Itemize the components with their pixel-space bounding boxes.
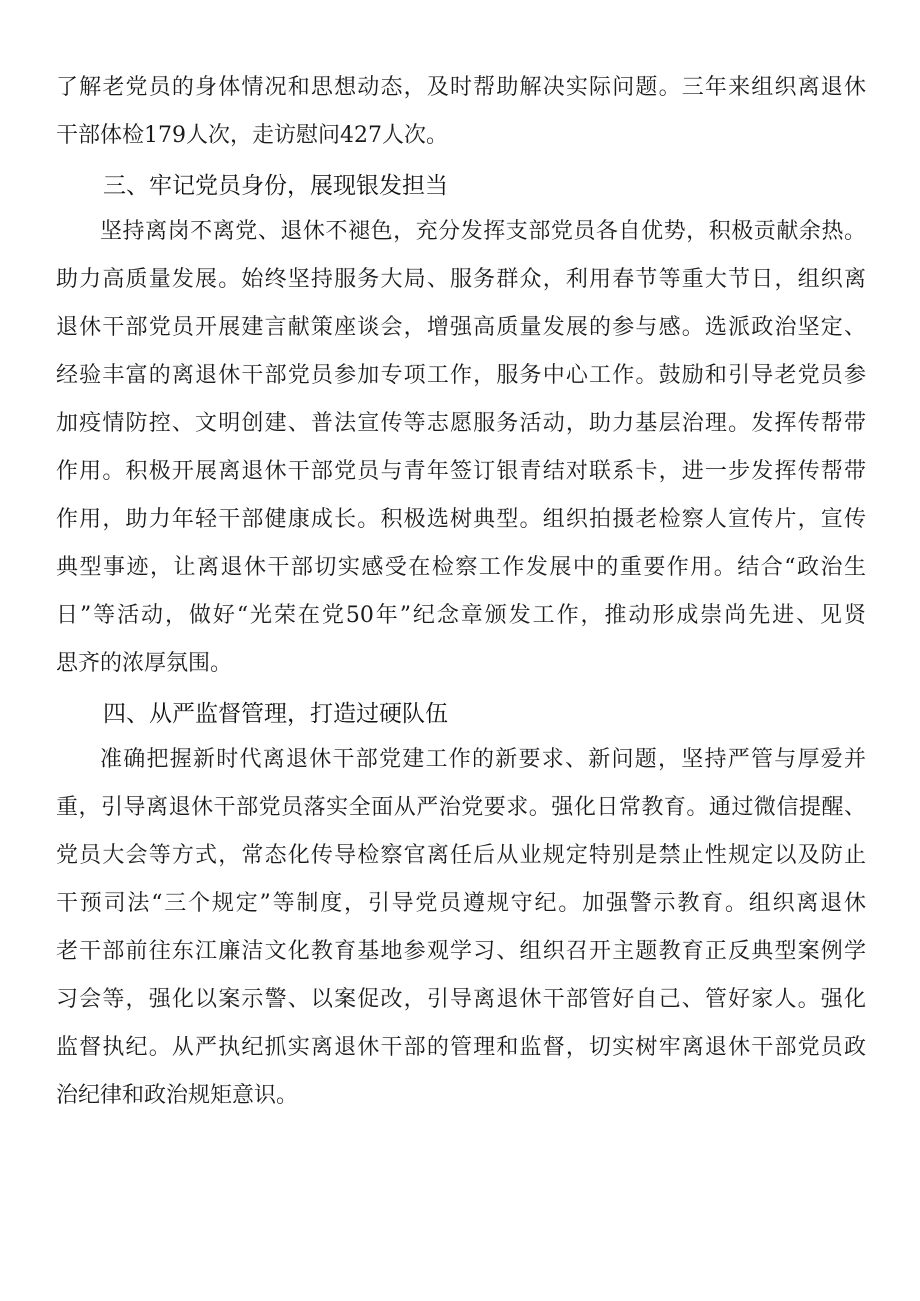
section-4-heading: 四、从严监督管理，打造过硬队伍 [103, 701, 448, 727]
paragraph-line: 了解老党员的身体情况和思想动态，及时帮助解决实际问题。三年来组织离退休 [56, 75, 866, 100]
paragraph-line: 治纪律和政治规矩意识。 [56, 1083, 299, 1108]
paragraph-line: 坚持离岗不离党、退休不褪色，充分发挥支部党员各自优势，积极贡献余热。 [100, 219, 866, 244]
section-3-heading: 三、牢记党员身份，展现银发担当 [103, 173, 448, 199]
paragraph-line: 习会等，强化以案示警、以案促改，引导离退休干部管好自己、管好家人。强化 [56, 987, 866, 1012]
paragraph-line: 助力高质量发展。始终坚持服务大局、服务群众，利用春节等重大节日，组织离 [56, 267, 866, 292]
paragraph-line: 老干部前往东江廉洁文化教育基地参观学习、组织召开主题教育正反典型案例学 [56, 939, 866, 964]
paragraph-line: 典型事迹，让离退休干部切实感受在检察工作发展中的重要作用。结合“政治生 [56, 555, 866, 580]
paragraph-line: 作用。积极开展离退休干部党员与青年签订银青结对联系卡，进一步发挥传帮带 [56, 459, 866, 484]
paragraph-line: 经验丰富的离退休干部党员参加专项工作，服务中心工作。鼓励和引导老党员参 [56, 363, 866, 388]
paragraph-line: 干部体检179人次，走访慰问427人次。 [56, 123, 448, 148]
paragraph-line: 退休干部党员开展建言献策座谈会，增强高质量发展的参与感。选派政治坚定、 [56, 315, 866, 340]
paragraph-line: 干预司法“三个规定”等制度，引导党员遵规守纪。加强警示教育。组织离退休 [56, 891, 866, 916]
paragraph-line: 加疫情防控、文明创建、普法宣传等志愿服务活动，助力基层治理。发挥传帮带 [56, 411, 866, 436]
paragraph-line: 日”等活动，做好“光荣在党50年”纪念章颁发工作，推动形成崇尚先进、见贤 [56, 603, 866, 628]
paragraph-line: 党员大会等方式，常态化传导检察官离任后从业规定特别是禁止性规定以及防止 [56, 843, 866, 868]
paragraph-line: 准确把握新时代离退休干部党建工作的新要求、新问题，坚持严管与厚爱并 [100, 747, 866, 772]
paragraph-line: 监督执纪。从严执纪抓实离退休干部的管理和监督，切实树牢离退休干部党员政 [56, 1035, 866, 1060]
paragraph-line: 重，引导离退休干部党员落实全面从严治党要求。强化日常教育。通过微信提醒、 [56, 795, 866, 820]
paragraph-line: 思齐的浓厚氛围。 [56, 651, 233, 676]
paragraph-line: 作用，助力年轻干部健康成长。积极选树典型。组织拍摄老检察人宣传片，宣传 [56, 507, 866, 532]
